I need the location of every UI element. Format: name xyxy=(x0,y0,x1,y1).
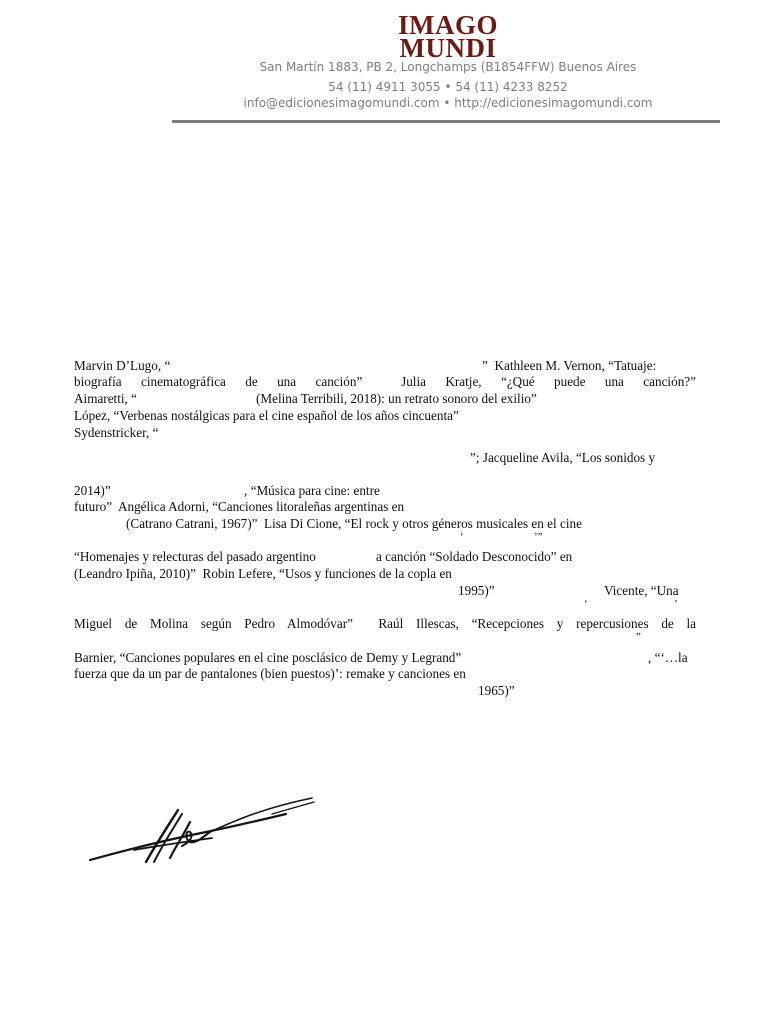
text-line-7a: 2014)” xyxy=(74,483,111,498)
text-line-19: fuerza que da un par de pantalones (bien puestos)’: remake y canciones en xyxy=(74,666,466,681)
text-line-10a: ‘ xyxy=(460,531,464,543)
address: San Martín 1883, PB 2, Longchamps (B1854FFW) Buenos Aires xyxy=(259,60,637,74)
text-line-16: Miguel de Molina según Pedro Almodóvar” Raúl Illescas, “Recepciones y repercusiones de la xyxy=(74,616,696,631)
email-and-website: info@edicionesimagomundi.com • http://edicionesimagomundi.com xyxy=(243,96,653,110)
text-line-11a: “Homenajes y relecturas del pasado argentino xyxy=(74,549,316,564)
text-line-15b: ’ xyxy=(674,598,678,610)
text-line-12: (Leandro Ipiña, 2010)” Robin Lefere, “Usos y funciones de la copla en xyxy=(74,566,452,581)
text-line-13: 1995)” xyxy=(458,583,495,598)
text-line-8: futuro” Angélica Adorni, “Canciones litoraleñas argentinas en xyxy=(74,499,405,514)
text-line-3b: (Melina Terribili, 2018): un retrato sonoro del exilio” xyxy=(256,391,537,406)
text-line-4: López, “Verbenas nostálgicas para el cine español de los años cincuenta” xyxy=(74,408,459,423)
text-line-11b: a canción “Soldado Desconocido” en xyxy=(376,549,573,564)
text-line-9: (Catrano Catrani, 1967)” Lisa Di Cione, “El rock y otros géneros musicales en el cine xyxy=(126,516,582,531)
text-line-7b: , “Música para cine: entre xyxy=(244,483,380,498)
text-line-6: ”; Jacqueline Avila, “Los sonidos y xyxy=(470,450,656,465)
text-line-17: ” xyxy=(636,631,641,643)
text-line-18b: , “‘…la xyxy=(648,650,688,665)
header-divider xyxy=(172,120,720,123)
text-line-10b: ’” xyxy=(534,531,543,543)
publisher-logo xyxy=(0,10,768,64)
text-line-20: 1965)” xyxy=(478,683,515,698)
logo-line-2: MUNDI xyxy=(399,33,497,64)
logo-line-1: IMAGO xyxy=(398,10,498,40)
letterhead xyxy=(0,0,768,130)
phone-numbers: 54 (11) 4911 3055 • 54 (11) 4233 8252 xyxy=(328,80,568,94)
text-line-18a: Barnier, “Canciones populares en el cine posclásico de Demy y Legrand” xyxy=(74,650,462,665)
text-line-5: Sydenstricker, “ xyxy=(74,425,159,440)
text-line-3a: Aimaretti, “ xyxy=(74,391,137,406)
text-line-15a: ‘ xyxy=(584,598,588,610)
text-line-1a: Marvin D’Lugo, “ xyxy=(74,358,171,373)
text-line-14: Vicente, “Una xyxy=(604,583,679,598)
text-line-2: biografía cinematográfica de una canción” Julia Kratje, “¿Qué puede una canción?” xyxy=(74,374,696,389)
handwritten-signature xyxy=(86,792,318,872)
text-line-1b: ” Kathleen M. Vernon, “Tatuaje: xyxy=(482,358,657,373)
